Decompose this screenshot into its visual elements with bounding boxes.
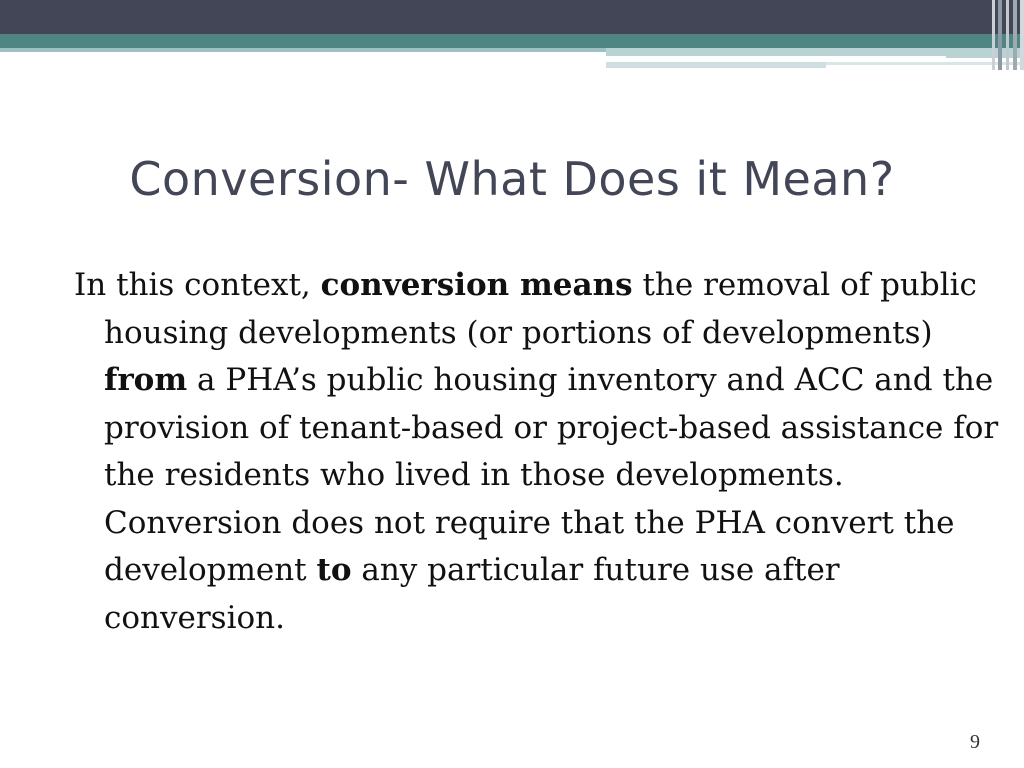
- paragraph-text: the removal of public housing developments (or portions of developments): [104, 267, 977, 351]
- header-stripe: [998, 0, 1002, 70]
- paragraph-bold-text: from: [104, 362, 188, 398]
- header-stripe: [992, 0, 995, 70]
- page-number: 9: [970, 731, 980, 753]
- header-dark-bar: [0, 0, 1024, 34]
- header-accent-line-lower: [606, 62, 826, 68]
- slide-title: Conversion- What Does it Mean?: [129, 152, 895, 206]
- body-paragraph: [74, 262, 1004, 642]
- header-stripe: [1013, 0, 1017, 70]
- paragraph-text: In this context,: [74, 267, 321, 303]
- header-teal-bar: [0, 34, 1024, 48]
- paragraph-text: a PHA’s public housing inventory and ACC and the provision of tenant-based or project-based assistance for the residents who lived in those developments. Conversion does not require that the PHA convert the development: [104, 362, 999, 588]
- paragraph-bold-text: to: [316, 552, 352, 588]
- header-accent-line: [0, 48, 606, 52]
- header-stripe: [1006, 0, 1009, 70]
- paragraph-bold-text: conversion means: [320, 267, 633, 303]
- header-accent-white-line: [606, 56, 946, 58]
- header-stripe: [1020, 0, 1024, 70]
- paragraph-text: any particular future use after conversion.: [104, 552, 840, 636]
